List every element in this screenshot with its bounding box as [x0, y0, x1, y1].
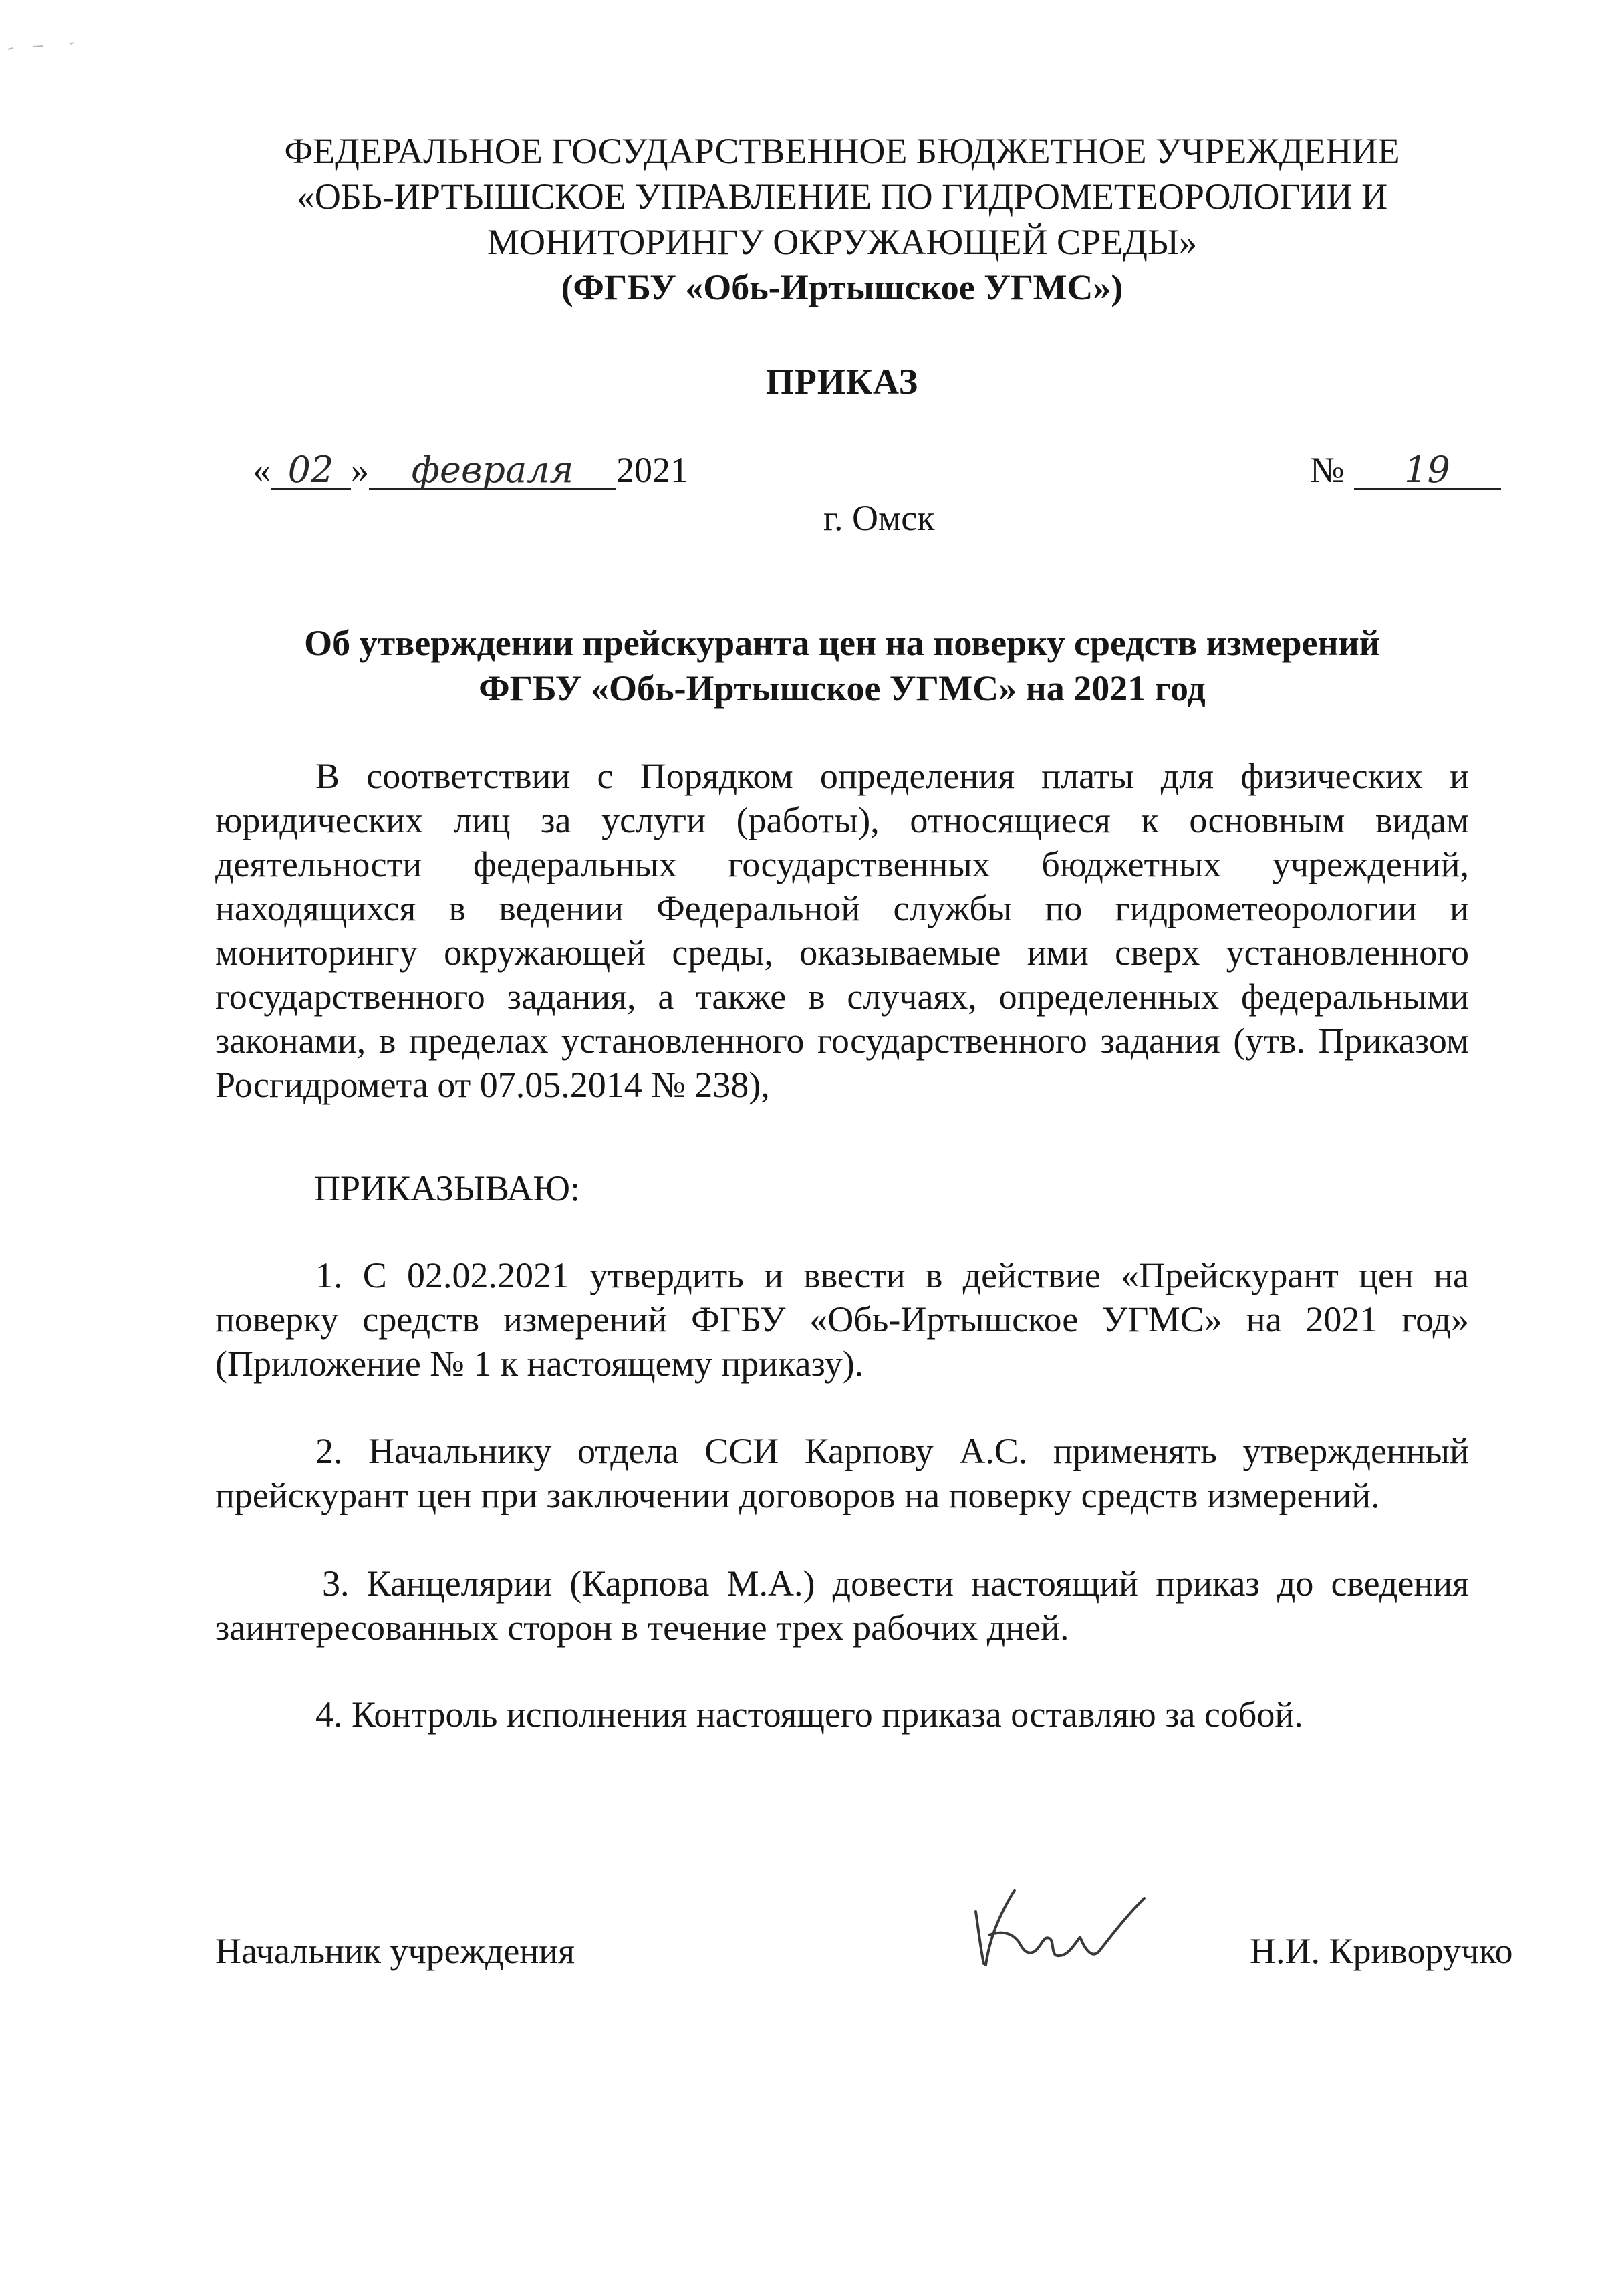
organization-header: [200, 128, 1484, 310]
order-date: [253, 449, 688, 491]
date-year: 2021: [616, 450, 688, 490]
subject-line-2: ФГБУ «Обь-Иртышское УГМС» на 2021 год: [479, 668, 1206, 709]
signatory-position: Начальник учреждения: [215, 1931, 575, 1971]
order-item-1: 1. С 02.02.2021 утвердить и ввести в действие «Прейскурант цен на поверку средств измерений ФГБУ «Обь-Иртышское УГМС» на 2021 год» (Приложение № 1 к настоящему приказу).: [215, 1255, 1469, 1384]
date-month: февраля: [369, 452, 616, 490]
handwritten-signature-icon: [949, 1872, 1163, 1972]
date-close-quote: »: [351, 450, 369, 490]
signatory-name: Н.И. Криворучко: [1250, 1931, 1513, 1971]
date-day: 02: [271, 452, 351, 490]
basis-paragraph: В соответствии с Порядком определения платы для физических и юридических лиц за услуги (работы), относящиеся к основным видам деятельности федеральных государственных бюджетных учреждений, находящихся в ведении Федеральной службы по гидрометеорологии и мониторингу окружающей среды, оказываемые ими сверх установленного государственного задания, а также в случаях, определенных федеральными законами, в пределах установленного государственного задания (утв. Приказом Росгидромета от 07.05.2014 № 238),: [215, 756, 1469, 1105]
order-item-2: 2. Начальнику отдела ССИ Карпову А.С. применять утвержденный прейскурант цен при заключении договоров на поверку средств измерений.: [215, 1431, 1469, 1515]
order-subject: [200, 620, 1484, 711]
header-line-3: МОНИТОРИНГУ ОКРУЖАЮЩЕЙ СРЕДЫ»: [487, 222, 1197, 262]
scan-artifact-icon: [7, 40, 80, 53]
order-item-4: 4. Контроль исполнения настоящего приказа оставляю за собой.: [315, 1694, 1303, 1735]
subject-line-1: Об утверждении прейскуранта цен на поверку средств измерений: [304, 623, 1380, 663]
document-title: ПРИКАЗ: [765, 362, 919, 402]
number-label: №: [1310, 450, 1345, 490]
header-line-1: ФЕДЕРАЛЬНОЕ ГОСУДАРСТВЕННОЕ БЮДЖЕТНОЕ УЧРЕЖДЕНИЕ: [284, 131, 1400, 171]
header-abbreviation: (ФГБУ «Обь-Иртышское УГМС»): [561, 267, 1123, 307]
date-open-quote: «: [253, 450, 271, 490]
header-line-2: «ОБЬ-ИРТЫШСКОЕ УПРАВЛЕНИЕ ПО ГИДРОМЕТЕОРОЛОГИИ И: [296, 176, 1388, 217]
order-word: ПРИКАЗЫВАЮ:: [314, 1168, 580, 1208]
city: г. Омск: [823, 498, 935, 538]
order-number: [1310, 449, 1501, 491]
number-value: 19: [1354, 452, 1501, 490]
order-item-3: 3. Канцелярии (Карпова М.А.) довести настоящий приказ до сведения заинтересованных сторон в течение трех рабочих дней.: [215, 1563, 1469, 1648]
